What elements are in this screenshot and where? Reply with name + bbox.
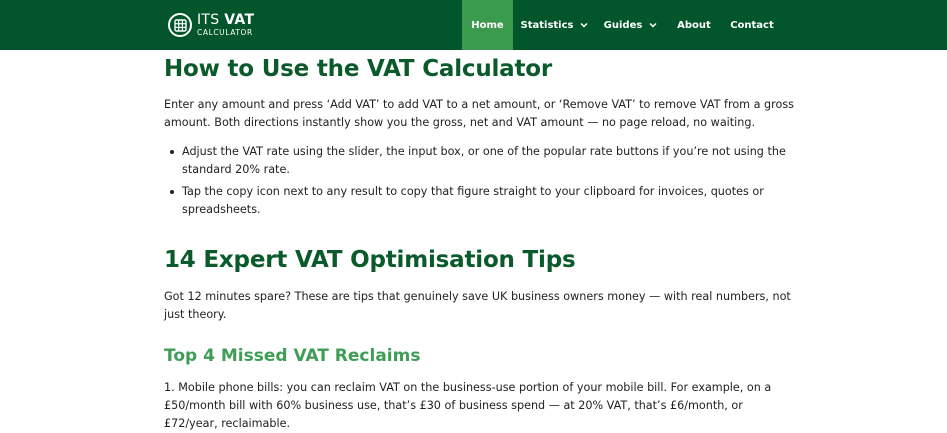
logo-title-prefix: ITS	[197, 12, 225, 29]
missed-reclaims-item-1: 1. Mobile phone bills: you can reclaim VAT on the business-use portion of your mobile bill. For example, on a £50/month bill with 60% business use, that’s £30 of business spend — at 20% VAT, that’s £6/month, or £72/year, reclaimable.	[164, 381, 772, 430]
bullet-dot	[170, 190, 174, 194]
nav-item-guides-label: Guides	[603, 19, 643, 31]
section-heading-how-to-use: How to Use the VAT Calculator	[164, 56, 553, 82]
nav-item-contact-label: Contact	[730, 19, 774, 31]
logo-title	[197, 13, 254, 27]
calculator-icon	[168, 13, 192, 37]
nav-item-guides[interactable]	[600, 0, 662, 50]
bullet-dot	[170, 150, 174, 154]
section-heading-expert-tips: 14 Expert VAT Optimisation Tips	[164, 247, 576, 273]
list-item-text: Adjust the VAT rate using the slider, the input box, or one of the popular rate buttons if you’re not using the standard 20% rate.	[182, 145, 786, 176]
list-item	[164, 183, 794, 219]
subheading-missed-reclaims: Top 4 Missed VAT Reclaims	[164, 346, 421, 366]
nav-item-about-label: About	[677, 19, 711, 31]
chevron-down-icon	[648, 20, 658, 30]
site-logo[interactable]	[168, 12, 254, 38]
nav-item-about[interactable]	[672, 0, 716, 50]
nav-item-statistics[interactable]	[516, 0, 594, 50]
logo-text	[197, 13, 254, 37]
nav-item-home-label: Home	[471, 19, 504, 31]
nav-item-statistics-label: Statistics	[520, 19, 574, 31]
how-to-use-intro: Enter any amount and press ‘Add VAT’ to add VAT to a net amount, or ‘Remove VAT’ to remove VAT from a gross amount. Both directions instantly show you the gross, net and VAT amount — no page reload, no waiting.	[164, 98, 795, 129]
logo-title-strong: VAT	[224, 12, 255, 29]
nav-item-contact[interactable]	[726, 0, 778, 50]
nav-item-home[interactable]	[462, 0, 513, 50]
chevron-down-icon	[579, 20, 589, 30]
list-item-text: Tap the copy icon next to any result to copy that figure straight to your clipboard for invoices, quotes or spreadsheets.	[182, 185, 764, 216]
logo-subtitle: CALCULATOR	[197, 28, 253, 38]
list-item	[164, 143, 794, 179]
how-to-use-list	[164, 143, 794, 223]
expert-tips-intro: Got 12 minutes spare? These are tips that genuinely save UK business owners money — with real numbers, not just theory.	[164, 290, 791, 321]
top-navbar	[0, 0, 947, 50]
